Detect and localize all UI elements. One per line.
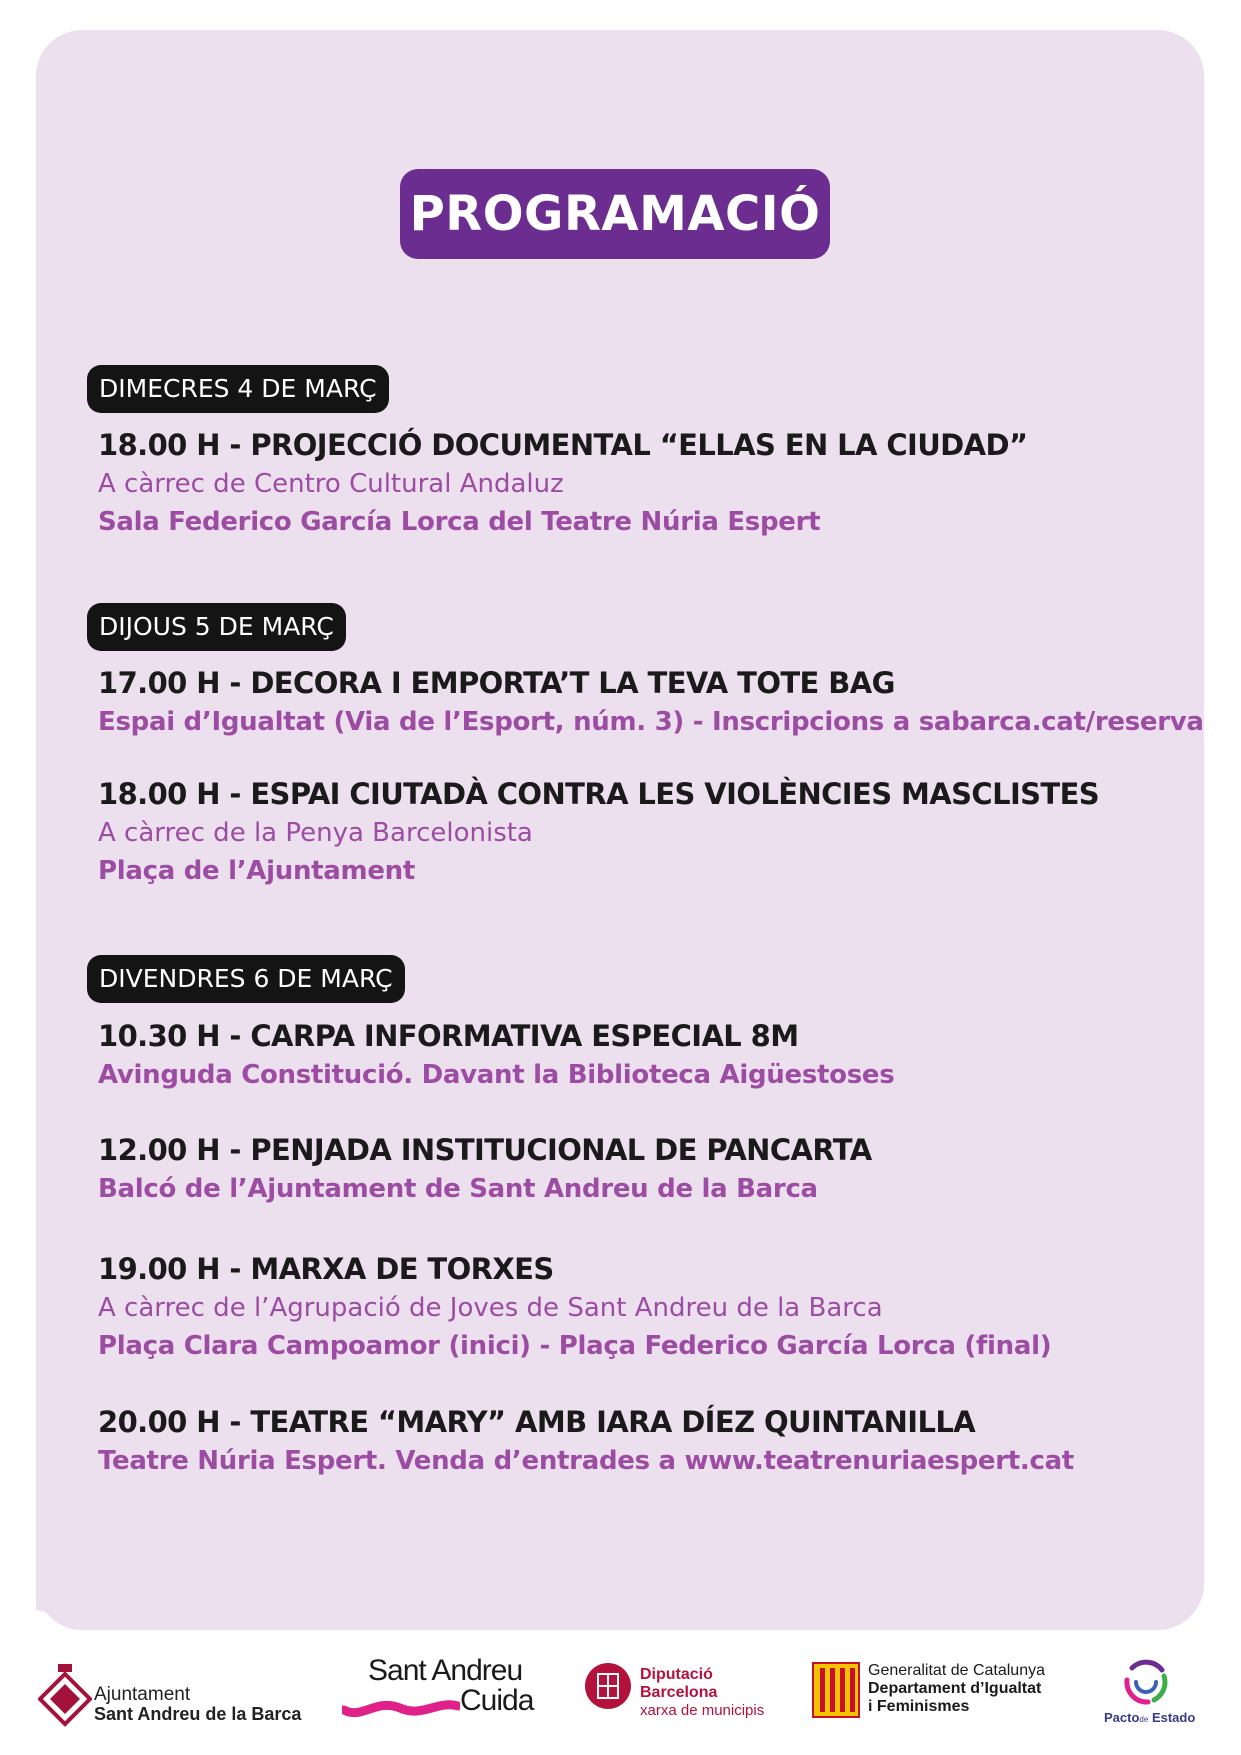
day-label-thursday: DIJOUS 5 DE MARÇ	[87, 603, 346, 651]
event-heading: 18.00 H - PROJECCIÓ DOCUMENTAL “ELLAS EN LA CIUDAD”	[98, 428, 1028, 462]
sant-andreu-cuida-logo	[340, 1654, 560, 1734]
generalitat-line3: i Feminismes	[868, 1698, 970, 1715]
event-heading: 17.00 H - DECORA I EMPORTA’T LA TEVA TOTE BAG	[98, 666, 895, 700]
diputacio-line1: Diputació	[640, 1666, 713, 1683]
event-item	[98, 774, 1178, 890]
event-heading: 12.00 H - PENJADA INSTITUCIONAL DE PANCARTA	[98, 1133, 872, 1167]
diputacio-line3: xarxa de municipis	[640, 1702, 765, 1719]
footer-logos	[0, 1650, 1241, 1750]
event-heading: 19.00 H - MARXA DE TORXES	[98, 1252, 554, 1286]
pacto-label	[1104, 1710, 1195, 1725]
pacto-de: de	[1139, 1715, 1149, 1724]
event-item	[98, 425, 1178, 541]
event-organizer: A càrrec de Centro Cultural Andaluz	[98, 469, 564, 499]
cuida-line2: Cuida	[460, 1684, 534, 1717]
event-location: Espai d’Igualtat (Via de l’Esport, núm. 3) - Inscripcions a sabarca.cat/reserva	[98, 707, 1204, 737]
pacto-word: Pacto	[1104, 1710, 1140, 1725]
cuida-wave-icon	[342, 1696, 460, 1722]
ajuntament-shield-icon	[38, 1662, 92, 1728]
ajuntament-line1: Ajuntament	[94, 1684, 191, 1705]
event-item	[98, 1402, 1178, 1480]
diputacio-line2: Barcelona	[640, 1684, 718, 1701]
event-heading: 10.30 H - CARPA INFORMATIVA ESPECIAL 8M	[98, 1019, 799, 1053]
event-location: Plaça de l’Ajuntament	[98, 856, 415, 886]
pacto-circle-icon	[1122, 1658, 1170, 1706]
cuida-line1: Sant Andreu	[368, 1654, 523, 1687]
event-organizer: A càrrec de l’Agrupació de Joves de Sant Andreu de la Barca	[98, 1293, 883, 1323]
event-heading: 20.00 H - TEATRE “MARY” AMB IARA DÍEZ QUINTANILLA	[98, 1405, 976, 1439]
page-title: PROGRAMACIÓ	[400, 169, 830, 259]
event-item	[98, 1130, 1178, 1208]
event-location: Plaça Clara Campoamor (inici) - Plaça Federico García Lorca (final)	[98, 1331, 1052, 1361]
event-organizer: A càrrec de la Penya Barcelonista	[98, 818, 533, 848]
event-location: Balcó de l’Ajuntament de Sant Andreu de la Barca	[98, 1174, 818, 1204]
ajuntament-line2: Sant Andreu de la Barca	[94, 1704, 302, 1724]
generalitat-line1: Generalitat de Catalunya	[868, 1662, 1045, 1679]
diputacio-seal-icon	[584, 1662, 632, 1710]
generalitat-logo	[812, 1660, 1082, 1735]
event-location: Avinguda Constitució. Davant la Biblioteca Aigüestoses	[98, 1060, 895, 1090]
pacto-estado-logo	[1100, 1658, 1200, 1738]
event-heading: 18.00 H - ESPAI CIUTADÀ CONTRA LES VIOLÈNCIES MASCLISTES	[98, 777, 1100, 811]
event-item	[98, 1016, 1178, 1094]
generalitat-line2: Departament d’Igualtat	[868, 1680, 1042, 1697]
diputacio-logo	[584, 1662, 784, 1732]
generalitat-senyera-icon	[812, 1662, 860, 1718]
ajuntament-logo	[38, 1662, 318, 1732]
event-item	[98, 663, 1204, 741]
day-label-wednesday: DIMECRES 4 DE MARÇ	[87, 365, 389, 413]
pacto-estado-word: Estado	[1151, 1710, 1196, 1725]
event-location: Teatre Núria Espert. Venda d’entrades a www.teatrenuriaespert.cat	[98, 1446, 1074, 1476]
event-item	[98, 1249, 1178, 1365]
event-location: Sala Federico García Lorca del Teatre Núria Espert	[98, 507, 821, 537]
day-label-friday: DIVENDRES 6 DE MARÇ	[87, 955, 405, 1003]
